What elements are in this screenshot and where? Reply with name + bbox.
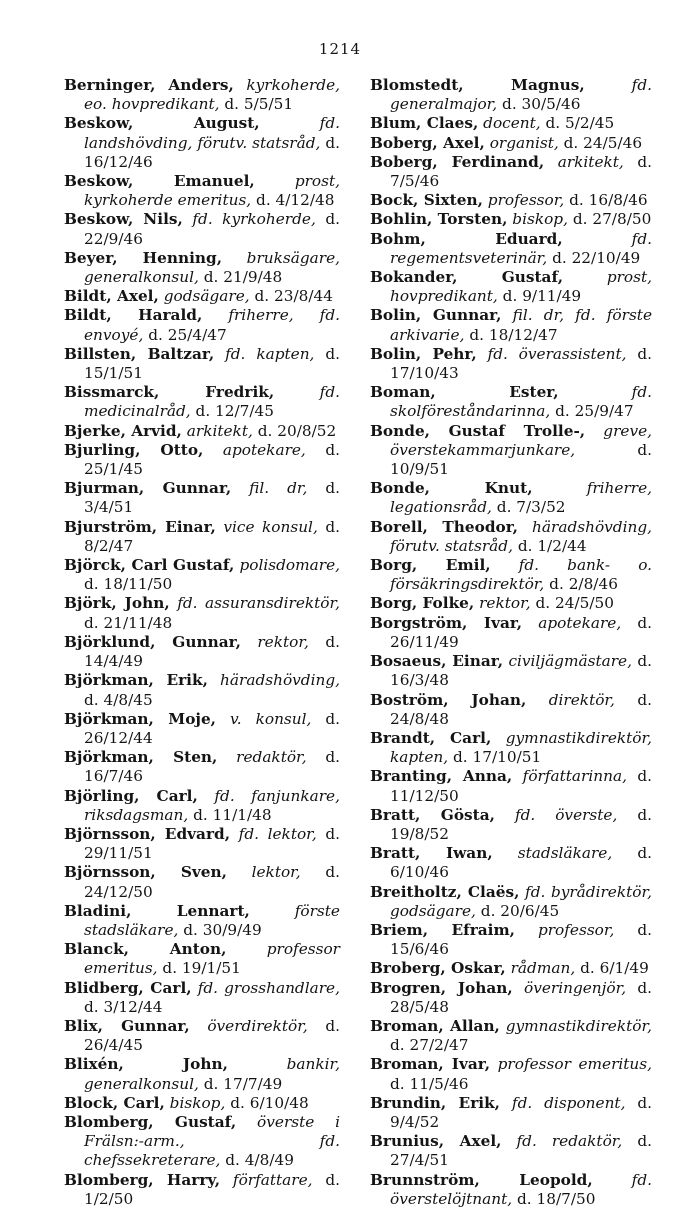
entry-date: d. 10/9/51 [390, 440, 652, 479]
entry-date: d. 27/2/47 [390, 1036, 469, 1055]
entry-date: d. 24/5/46 [563, 133, 643, 152]
register-entry [64, 287, 340, 306]
entry-description: fd. kyrkoherde, [192, 210, 316, 229]
register-entry [370, 594, 652, 613]
entry-description: professor emeritus, [84, 940, 340, 978]
entry-date: d. 30/5/46 [502, 95, 581, 114]
entry-name: Bladini, Lennart, [64, 901, 250, 920]
register-entry [370, 652, 652, 690]
register-entry [64, 518, 340, 556]
entry-name: Björck, Carl Gustaf, [64, 556, 235, 575]
entry-date: d. 6/10/46 [390, 844, 652, 882]
register-entry [370, 345, 652, 383]
entry-date: d. 26/4/45 [84, 1016, 340, 1055]
entry-description: fd. medicinalråd, [84, 383, 340, 421]
register-entry [64, 76, 340, 114]
entry-name: Briem, Efraim, [370, 920, 515, 939]
entry-description: fd. bank- o. försäkringsdirektör, [390, 556, 652, 594]
entry-name: Blum, Claes, [370, 114, 479, 133]
entry-description: fd. fanjunkare, riksdagsman, [84, 786, 340, 824]
entry-description: fd. redaktör, [516, 1132, 623, 1151]
register-entry [370, 268, 652, 306]
entry-name: Bildt, Axel, [64, 287, 159, 306]
entry-name: Bjurström, Einar, [64, 517, 216, 536]
entry-description: fd. överstelöjtnant, [390, 1170, 652, 1208]
entry-name: Blix, Gunnar, [64, 1016, 190, 1035]
register-entry [64, 383, 340, 421]
entry-description: professor emeritus, [497, 1055, 652, 1074]
entry-date: d. 19/8/52 [390, 805, 652, 843]
entry-date: d. 19/1/51 [162, 959, 241, 978]
entry-name: Bildt, Harald, [64, 306, 203, 325]
entry-description: överingenjör, [523, 978, 627, 997]
entry-date: d. 17/7/49 [203, 1074, 283, 1093]
register-entry [370, 191, 652, 210]
entry-name: Boberg, Axel, [370, 133, 485, 152]
entry-date: d. 1/2/50 [84, 1170, 340, 1208]
register-entry [370, 479, 652, 517]
entry-description: häradshövding, [220, 671, 340, 690]
register-entry [370, 422, 652, 480]
register-entry [64, 748, 340, 786]
entry-date: d. 20/6/45 [480, 901, 560, 920]
register-entry [64, 825, 340, 863]
register-entry [370, 114, 652, 133]
entry-date: d. 23/8/44 [254, 287, 333, 306]
entry-name: Bjurling, Otto, [64, 440, 204, 459]
entry-description: apotekare, [538, 613, 622, 632]
entry-date: d. 28/5/48 [390, 978, 652, 1016]
entry-name: Berninger, Anders, [64, 76, 234, 94]
entry-date: d. 4/12/48 [256, 191, 335, 210]
entry-name: Björkman, Sten, [64, 748, 218, 767]
entry-date: d. 26/11/49 [390, 613, 652, 651]
entry-date: d. 21/11/48 [84, 613, 173, 632]
entry-description: biskop, [512, 210, 568, 229]
entry-date: d. 9/4/52 [390, 1093, 653, 1131]
entry-description: stadsläkare, [517, 844, 613, 863]
register-entry [370, 230, 652, 268]
entry-description: bruksägare, generalkonsul, [84, 248, 340, 287]
entry-description: överste i Frälsn:-arm., fd. chefssekreterare, [84, 1112, 340, 1170]
entry-name: Bratt, Iwan, [370, 844, 493, 863]
register-entry [370, 767, 652, 805]
entry-name: Boman, Ester, [370, 383, 559, 402]
entry-description: professor, [537, 920, 615, 939]
register-entry [64, 422, 340, 441]
register-entry [370, 691, 652, 729]
register-entry [370, 1094, 652, 1132]
register-entry [64, 671, 340, 709]
entry-date: d. 17/10/43 [390, 344, 652, 383]
register-entry [64, 172, 340, 210]
entry-name: Boberg, Ferdinand, [370, 152, 545, 171]
register-entry [370, 844, 652, 882]
entry-description: rådman, [510, 959, 576, 978]
right-column [370, 76, 652, 1209]
entry-name: Blanck, Anton, [64, 940, 227, 959]
entry-description: fd. disponent, [511, 1093, 626, 1112]
left-column [64, 76, 340, 1209]
entry-description: godsägare, [163, 287, 250, 306]
register-entry [370, 614, 652, 652]
entry-date: d. 24/12/50 [84, 863, 340, 901]
entry-date: d. 16/8/46 [569, 191, 648, 210]
entry-date: d. 22/10/49 [552, 248, 641, 267]
entry-description: författare, [232, 1170, 313, 1189]
entry-name: Bjurman, Gunnar, [64, 479, 232, 498]
entry-description: fd. landshövding, förutv. statsråd, [84, 114, 340, 152]
entry-date: d. 14/4/49 [84, 632, 340, 671]
entry-description: fd. grosshandlare, [197, 978, 340, 997]
entry-date: d. 18/12/47 [469, 325, 558, 344]
register-entry [64, 479, 340, 517]
register-entry [64, 633, 340, 671]
register-entry [370, 959, 652, 978]
entry-description: fd. regementsveterinär, [390, 229, 652, 267]
register-entry [64, 863, 340, 901]
entry-description: biskop, [169, 1093, 226, 1112]
entry-name: Bohlin, Torsten, [370, 210, 508, 229]
entry-description: fd. byrådirektör, godsägare, [390, 882, 652, 920]
page-number: 1214 [318, 40, 362, 58]
entry-description: fd. lektor, [238, 824, 317, 843]
entry-description: apotekare, [222, 440, 306, 459]
entry-date: d. 12/7/45 [195, 402, 275, 421]
entry-description: fd. assuransdirektör, [177, 594, 340, 613]
entry-date: d. 18/11/50 [84, 575, 173, 594]
entry-description: kyrkoherde, eo. hovpredikant, [84, 76, 340, 114]
entry-date: d. 25/1/45 [84, 440, 340, 479]
entry-date: d. 7/5/46 [390, 152, 652, 191]
entry-description: redaktör, [236, 748, 307, 767]
register-entry [370, 1055, 652, 1093]
entry-description: gymnastikdirektör, kapten, [390, 728, 652, 767]
entry-name: Björnsson, Edvard, [64, 824, 231, 843]
entry-name: Bolin, Pehr, [370, 344, 477, 363]
entry-description: fd. generalmajor, [390, 76, 652, 114]
register-entry [64, 210, 340, 248]
entry-description: civiljägmästare, [508, 652, 632, 671]
entry-name: Beskow, Nils, [64, 210, 183, 229]
register-entry [64, 556, 340, 594]
entry-name: Branting, Anna, [370, 767, 513, 786]
entry-name: Brunius, Axel, [370, 1132, 502, 1151]
entry-description: direktör, [548, 690, 615, 709]
register-entry [64, 1094, 340, 1113]
entry-name: Bonde, Gustaf Trolle-, [370, 421, 586, 440]
entry-name: Blomberg, Harry, [64, 1170, 221, 1189]
entry-description: friherre, fd. envoyé, [84, 306, 340, 344]
entry-date: d. 24/8/48 [390, 690, 652, 728]
entry-name: Bohm, Eduard, [370, 229, 563, 248]
entry-date: d. 6/1/49 [580, 959, 649, 978]
entry-description: förste stadsläkare, [84, 901, 340, 939]
entry-date: d. 16/7/46 [84, 748, 340, 786]
entry-description: arkitekt, [557, 152, 624, 171]
register-entry [370, 806, 652, 844]
register-entry [370, 556, 652, 594]
entry-description: fd. skolföreståndarinna, [390, 383, 652, 421]
register-entry [64, 249, 340, 287]
entry-date: d. 5/5/51 [224, 95, 294, 114]
register-entry [64, 1171, 340, 1209]
entry-description: fd. överassistent, [487, 344, 627, 363]
register-entry [64, 710, 340, 748]
entry-date: d. 16/12/46 [84, 133, 340, 171]
entry-name: Bissmarck, Fredrik, [64, 383, 275, 402]
register-entry [64, 787, 340, 825]
register-entry [370, 979, 652, 1017]
entry-date: d. 27/4/51 [390, 1132, 652, 1170]
register-entry [370, 1017, 652, 1055]
entry-description: vice konsul, [223, 517, 318, 536]
entry-name: Brandt, Carl, [370, 728, 492, 747]
entry-name: Blidberg, Carl, [64, 978, 192, 997]
register-entry [370, 306, 652, 344]
register-entry [370, 1171, 652, 1209]
entry-date: d. 22/9/46 [84, 210, 340, 248]
entry-date: d. 11/5/46 [390, 1074, 469, 1093]
entry-name: Björling, Carl, [64, 786, 198, 805]
entry-description: gymnastikdirektör, [505, 1016, 652, 1035]
register-entry [370, 134, 652, 153]
entry-date: d. 4/8/49 [225, 1151, 295, 1170]
entry-name: Bosaeus, Einar, [370, 652, 504, 671]
entry-description: häradshövding, förutv. statsråd, [390, 517, 652, 555]
entry-name: Borgström, Ivar, [370, 613, 523, 632]
register-entry [370, 76, 652, 114]
entry-description: organist, [489, 133, 559, 152]
register-entry [64, 345, 340, 383]
entry-name: Broman, Ivar, [370, 1055, 491, 1074]
entry-name: Björnsson, Sven, [64, 863, 227, 882]
register-entry [370, 729, 652, 767]
entry-name: Bock, Sixten, [370, 191, 483, 210]
register-entry [64, 306, 340, 344]
entry-name: Blixén, John, [64, 1055, 228, 1074]
entry-date: d. 4/8/45 [84, 690, 153, 709]
register-entry [370, 383, 652, 421]
entry-description: arkitekt, [186, 421, 253, 440]
register-entry [64, 114, 340, 172]
entry-name: Billsten, Baltzar, [64, 344, 215, 363]
entry-date: d. 11/12/50 [390, 767, 652, 805]
entry-description: greve, överstekammarjunkare, [390, 421, 652, 459]
entry-description: fd. kapten, [225, 344, 315, 363]
entry-name: Broberg, Oskar, [370, 959, 506, 978]
register-entry [370, 210, 652, 229]
entry-name: Borg, Folke, [370, 594, 475, 613]
entry-name: Bjerke, Arvid, [64, 421, 182, 440]
register-entry [64, 940, 340, 978]
entry-date: d. 29/11/51 [84, 824, 340, 863]
register-entry [370, 518, 652, 556]
entry-description: fil. dr, fd. förste arkivarie, [390, 306, 652, 344]
entry-date: d. 8/2/47 [84, 517, 340, 555]
entry-description: rektor, [257, 632, 309, 651]
entry-description: polisdomare, [239, 556, 340, 575]
entry-name: Beyer, Henning, [64, 248, 223, 267]
entry-name: Brogren, Johan, [370, 978, 513, 997]
entry-description: docent, [483, 114, 541, 133]
entry-date: d. 15/1/51 [84, 344, 340, 383]
entry-name: Bokander, Gustaf, [370, 268, 564, 287]
entry-name: Block, Carl, [64, 1093, 165, 1112]
entry-date: d. 25/4/47 [148, 325, 227, 344]
entry-name: Björklund, Gunnar, [64, 632, 241, 651]
entry-date: d. 11/1/48 [193, 805, 272, 824]
register-entry [64, 441, 340, 479]
entry-name: Brundin, Erik, [370, 1093, 501, 1112]
register-entry [64, 594, 340, 632]
entry-description: överdirektör, [207, 1016, 308, 1035]
entry-name: Björkman, Erik, [64, 671, 208, 690]
entry-date: d. 3/12/44 [84, 997, 163, 1016]
entry-name: Björkman, Moje, [64, 709, 217, 728]
register-entry [64, 902, 340, 940]
entry-date: d. 3/4/51 [84, 479, 340, 517]
entry-date: d. 27/8/50 [572, 210, 652, 229]
entry-date: d. 5/2/45 [545, 114, 615, 133]
entry-description: rektor, [479, 594, 531, 613]
entry-date: d. 9/11/49 [502, 287, 582, 306]
entry-date: d. 26/12/44 [84, 709, 340, 747]
entry-description: fd. överste, [514, 805, 618, 824]
entry-date: d. 25/9/47 [555, 402, 634, 421]
register-entry [370, 1132, 652, 1170]
register-entry [370, 153, 652, 191]
entry-description: prost, hovpredikant, [390, 268, 652, 306]
entry-name: Björk, John, [64, 594, 170, 613]
entry-date: d. 21/9/48 [203, 268, 283, 287]
entry-date: d. 1/2/44 [517, 536, 587, 555]
register-entry [64, 1113, 340, 1171]
entry-name: Bratt, Gösta, [370, 805, 495, 824]
entry-description: professor, [487, 191, 565, 210]
entry-description: författarinna, [522, 767, 627, 786]
entry-date: d. 6/10/48 [230, 1093, 309, 1112]
entry-name: Blomstedt, Magnus, [370, 76, 585, 94]
entry-description: v. konsul, [229, 709, 312, 728]
entry-name: Boström, Johan, [370, 690, 527, 709]
entry-name: Bolin, Gunnar, [370, 306, 502, 325]
entry-name: Blomberg, Gustaf, [64, 1112, 237, 1131]
register-entry [64, 979, 340, 1017]
entry-date: d. 30/9/49 [183, 920, 262, 939]
entry-name: Bonde, Knut, [370, 479, 533, 498]
entry-date: d. 18/7/50 [516, 1189, 596, 1208]
entry-date: d. 17/10/51 [452, 748, 542, 767]
entry-date: d. 24/5/50 [535, 594, 614, 613]
entry-name: Brunnström, Leopold, [370, 1170, 593, 1189]
entry-date: d. 20/8/52 [257, 421, 337, 440]
entry-description: lektor, [251, 863, 301, 882]
entry-name: Beskow, August, [64, 114, 260, 133]
register-entry [64, 1017, 340, 1055]
register-entry [370, 883, 652, 921]
entry-date: d. 16/3/48 [390, 652, 652, 690]
entry-date: d. 7/3/52 [496, 498, 566, 517]
entry-description: prost, kyrkoherde emeritus, [84, 172, 340, 210]
entry-name: Breitholtz, Claës, [370, 882, 520, 901]
entry-description: friherre, legationsråd, [390, 479, 652, 517]
entry-description: fil. dr, [249, 479, 308, 498]
entry-name: Borell, Theodor, [370, 517, 518, 536]
entry-description: bankir, generalkonsul, [84, 1055, 340, 1093]
register-entry [64, 1055, 340, 1093]
entry-name: Borg, Emil, [370, 556, 491, 575]
entry-date: d. 2/8/46 [549, 575, 618, 594]
entry-date: d. 15/6/46 [390, 920, 652, 959]
entry-name: Beskow, Emanuel, [64, 172, 255, 191]
register-entry [370, 921, 652, 959]
entry-name: Broman, Allan, [370, 1016, 500, 1035]
